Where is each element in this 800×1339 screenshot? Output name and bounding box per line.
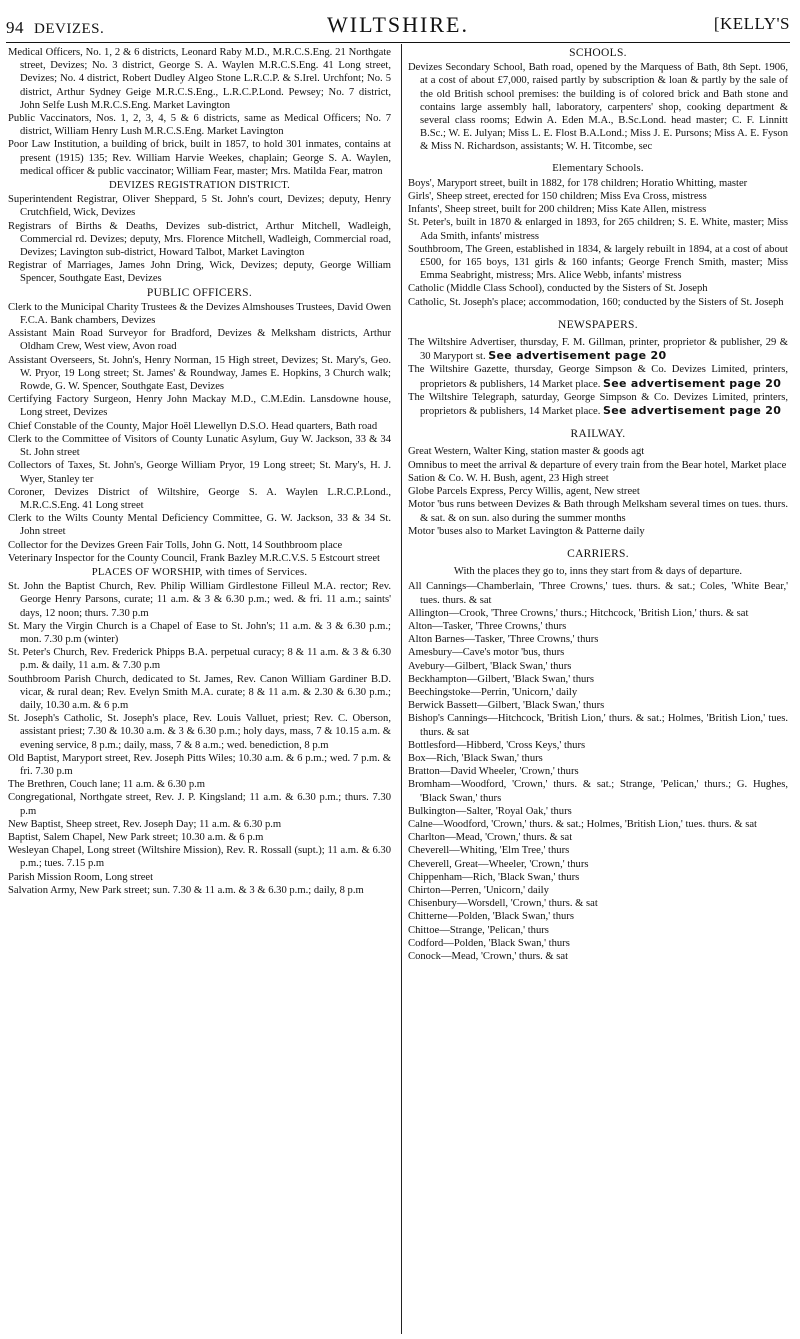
- newspaper-text: The Wiltshire Advertiser, thursday, F. M. Gillman, printer, proprietor & publisher, 29 & 30 Maryport st.: [408, 337, 788, 363]
- entry: Southbroom Parish Church, dedicated to St. James, Rev. Canon William Gardiner B.D. vicar, & rural dean; Rev. Evelyn Smith M.A. curate; 8 & 11 a.m. & 2.30 & 6.30 p.m.; daily, 10.30 a.m. & 6 p.m: [8, 673, 391, 711]
- entry: Baptist, Salem Chapel, New Park street; 10.30 a.m. & 6 p.m: [8, 831, 264, 843]
- entry: Catholic (Middle Class School), conducted by the Sisters of St. Joseph: [408, 283, 708, 295]
- section-heading-newspapers: NEWSPAPERS.: [558, 318, 638, 331]
- carrier-entry: Beechingstoke—Perrin, 'Unicorn,' daily: [408, 686, 578, 698]
- entry: Medical Officers, No. 1, 2 & 6 districts, Leonard Raby M.D., M.R.C.S.Eng. 21 Northgate street, Devizes; No. 3 district, George S. A. Waylen M.R.C.S.Eng. 41 Long street, Devizes; No. 4 district, Robert Dudley Algeo Stone L.R.C.P. & S.Irel. Urchfont; No. 5 district, Arthur Sydney Geige M.R.C.S.Eng., L.R.C.P.Lond. Pewsey; No. 7 district, John Selfe Lush M.R.C.S.Eng. Market Lavington: [8, 47, 391, 111]
- entry: Coroner, Devizes District of Wiltshire, George S. A. Waylen L.R.C.P.Lond., M.R.C.S.Eng. 41 Long street: [8, 486, 391, 511]
- entry: Infants', Sheep street, built for 200 children; Miss Kate Allen, mistress: [408, 204, 707, 216]
- section-heading-registration: DEVIZES REGISTRATION DISTRICT.: [109, 180, 290, 192]
- carrier-entry: Chirton—Perren, 'Unicorn,' daily: [408, 884, 549, 896]
- carrier-entry: Cheverell, Great—Wheeler, 'Crown,' thurs: [408, 858, 589, 870]
- entry: Motor 'buses also to Market Lavington & Patterne daily: [408, 525, 645, 537]
- carrier-entry: Chitterne—Polden, 'Black Swan,' thurs: [408, 911, 574, 923]
- carrier-entry: Amesbury—Cave's motor 'bus, thurs: [408, 647, 565, 659]
- carrier-entry: Alton—Tasker, 'Three Crowns,' thurs: [408, 620, 567, 632]
- section-heading-public-officers: PUBLIC OFFICERS.: [146, 286, 253, 299]
- entry: St. Peter's, built in 1870 & enlarged in 1893, for 265 children; S. E. White, master; Miss Ada Smith, infants' mistress: [408, 217, 788, 242]
- page-number: 94: [6, 18, 24, 37]
- carrier-entry: Bratton—David Wheeler, 'Crown,' thurs: [408, 766, 579, 778]
- carrier-entry: Calne—Woodford, 'Crown,' thurs. & sat.; Holmes, 'British Lion,' tues. thurs. & sat: [408, 818, 757, 830]
- carrier-entry: Avebury—Gilbert, 'Black Swan,' thurs: [408, 660, 572, 672]
- section-heading-carriers: CARRIERS.: [567, 547, 629, 560]
- entry: Collector for the Devizes Green Fair Tolls, John G. Nott, 14 Southbroom place: [8, 539, 343, 551]
- column-divider: [401, 44, 402, 1334]
- entry: Public Vaccinators, Nos. 1, 2, 3, 4, 5 & 6 districts, same as Medical Officers; No. 7 district, William Henry Lush M.R.C.S.Eng. Market Lavington: [8, 113, 391, 138]
- entry: St. Peter's Church, Rev. Frederick Phipps B.A. perpetual curacy; 8 & 11 a.m. & 3 & 6.30 p.m. & daily, 11 a.m. & 7.30 p.m: [8, 647, 391, 672]
- entry: St. Joseph's Catholic, St. Joseph's place, Rev. Louis Valluet, priest; Rev. C. Oberson, assistant priest; 7.30 & 10.30 a.m. & 3 & 6.30 p.m.; holy days, mass, 7 & 10.15 a.m. & evening service, 8 p.m.; daily, mass, 7 & 8 a.m.; wed. benediction, 8 p.m: [8, 713, 391, 751]
- entry: Registrar of Marriages, James John Dring, Wick, Devizes; deputy, George William Spencer, Southgate East, Devizes: [8, 260, 391, 285]
- entry: Chief Constable of the County, Major Hoël Llewellyn D.S.O. Head quarters, Bath road: [8, 420, 378, 432]
- carrier-entry: Charlton—Mead, 'Crown,' thurs. & sat: [408, 832, 573, 844]
- entry: Certifying Factory Surgeon, Henry John Mackay M.D., C.M.Edin. Lansdowne house, Long street, Devizes: [8, 394, 391, 419]
- section-heading-railway: RAILWAY.: [570, 428, 626, 441]
- carrier-entry: Berwick Bassett—Gilbert, 'Black Swan,' thurs: [408, 700, 605, 712]
- entry: St. John the Baptist Church, Rev. Philip William Girdlestone Filleul M.A. rector; Rev. George Henry Parsons, curate; 11 a.m. & 3 & 6.30 p.m.; wed. & fri. 11 a.m.; saints' days, 12 noon; thurs. 7.30 p.m: [8, 581, 391, 619]
- entry: Old Baptist, Maryport street, Rev. Joseph Pitts Wiles; 10.30 a.m. & 6 p.m.; wed. 7 p.m. & fri. 7.30 p.m: [8, 752, 391, 777]
- newspaper-entry: [408, 336, 788, 363]
- running-head-publisher: [KELLY'S: [713, 14, 790, 33]
- carrier-entry: Box—Rich, 'Black Swan,' thurs: [408, 752, 543, 764]
- entry: Motor 'bus runs between Devizes & Bath through Melksham several times on tues. thurs. & sat. & on sun. also during the summer months: [408, 499, 788, 524]
- carrier-entry: Chippenham—Rich, 'Black Swan,' thurs: [408, 871, 580, 883]
- section-heading-elementary: Elementary Schools.: [552, 162, 644, 174]
- entry: Clerk to the Wilts County Mental Deficiency Committee, G. W. Jackson, 33 & 34 St. John street: [8, 513, 391, 538]
- entry: Great Western, Walter King, station master & goods agt: [408, 446, 645, 458]
- running-head-town: DEVIZES.: [34, 21, 105, 37]
- carrier-entry: Bromham—Woodford, 'Crown,' thurs. & sat.; Strange, 'Pelican,' thurs.; G. Hughes, 'Black Swan,' thurs: [408, 779, 788, 804]
- entry: Assistant Main Road Surveyor for Bradford, Devizes & Melksham districts, Arthur Oldham Crew, West view, Avon road: [8, 328, 391, 353]
- entry: St. Mary the Virgin Church is a Chapel of Ease to St. John's; 11 a.m. & 3 & 6.30 p.m.; mon. 7.30 p.m (winter): [8, 620, 391, 645]
- newspaper-entry: [408, 391, 788, 418]
- entry: Boys', Maryport street, built in 1882, for 178 children; Horatio Whitting, master: [408, 177, 748, 189]
- entry: Collectors of Taxes, St. John's, George William Pryor, 19 Long street; St. Mary's, H. J. Wyer, Stanley ter: [8, 460, 391, 485]
- carrier-entry: Allington—Crook, 'Three Crowns,' thurs.; Hitchcock, 'British Lion,' thurs. & sat: [408, 607, 749, 619]
- entry: The Brethren, Couch lane; 11 a.m. & 6.30 p.m: [8, 779, 206, 791]
- entry: Parish Mission Room, Long street: [8, 871, 154, 883]
- carrier-entry: Codford—Polden, 'Black Swan,' thurs: [408, 937, 570, 949]
- newspaper-text: The Wiltshire Telegraph, saturday, George Simpson & Co. Devizes Limited, printers, proprietors & publishers, 14 Market place.: [408, 391, 788, 418]
- carrier-entry: Bulkington—Salter, 'Royal Oak,' thurs: [408, 805, 572, 817]
- entry: Congregational, Northgate street, Rev. J. P. Kingsland; 11 a.m. & 6.30 p.m.; thurs. 7.30 p.m: [8, 792, 391, 817]
- entry: Girls', Sheep street, erected for 150 children; Miss Eva Cross, mistress: [408, 191, 707, 203]
- newspaper-entry: [408, 363, 788, 390]
- carrier-entry: Beckhampton—Gilbert, 'Black Swan,' thurs: [408, 673, 594, 685]
- entry: Omnibus to meet the arrival & departure of every train from the Bear hotel, Market place: [408, 459, 787, 471]
- entry: Globe Parcels Express, Percy Willis, agent, New street: [408, 486, 640, 498]
- entry: New Baptist, Sheep street, Rev. Joseph Day; 11 a.m. & 6.30 p.m: [8, 818, 282, 830]
- carrier-entry: Bishop's Cannings—Hitchcock, 'British Lion,' thurs. & sat.; Holmes, 'British Lion,' tues. thurs. & sat: [408, 713, 788, 738]
- entry: Registrars of Births & Deaths, Devizes sub-district, Arthur Mitchell, Wadleigh, Commercial rd. Devizes; deputy, Mrs. Florence Mitchell, Wadleigh, Commercial road, Devizes; Lavington sub-district, Howard Talbot, Market Lavington: [8, 220, 391, 259]
- section-heading-worship: PLACES OF WORSHIP, with times of Services.: [91, 566, 308, 578]
- carrier-entry: All Cannings—Chamberlain, 'Three Crowns,' tues. thurs. & sat.; Coles, 'White Bear,' tues. thurs. & sat: [408, 581, 788, 606]
- entry: Salvation Army, New Park street; sun. 7.30 & 11 a.m. & 3 & 6.30 p.m.; daily, 8 p.m: [8, 884, 364, 896]
- advertisement-reference: See advertisement page 20: [603, 376, 782, 390]
- section-heading-schools: SCHOOLS.: [569, 47, 627, 59]
- entry: Assistant Overseers, St. John's, Henry Norman, 15 High street, Devizes; St. Mary's, Geo. W. Pryor, 19 Long street; St. James' & Roundway, James E. Hopkins, 3 Church walk; Rowde, G. W. Spencer, Southgate East, Devizes: [8, 354, 391, 393]
- carrier-entry: Alton Barnes—Tasker, 'Three Crowns,' thurs: [408, 634, 599, 646]
- entry: Clerk to the Committee of Visitors of County Lunatic Asylum, Guy W. Jackson, 33 & 34 St. John street: [8, 433, 391, 459]
- entry: Devizes Secondary School, Bath road, opened by the Marquess of Bath, 8th Sept. 1906, at a cost of about £7,000, raised partly by subscription & loan & partly by the sale of the old British school premises: the building is of colored brick and Bath stone and contains large assembly hall, laboratory, carpenters' shop, cooking department & several class rooms; Edwin A. Eden M.A., B.Sc.Lond. head master; C. F. Linnitt B.Sc.; W. E. Julyan; Miss L. E. Flost B.A.Lond.; Miss J. E. Pursons; Miss A. E. Fyson & Miss N. Richardson, assistants; W. H. Titcombe, sec: [408, 62, 788, 153]
- right-column: [408, 46, 788, 963]
- entry: Poor Law Institution, a building of brick, built in 1857, to hold 301 inmates, contains at present (1915) 135; Rev. William Harvie Weekes, chaplain; George S. A. Waylen, medical officer & public vaccinator; William Fear, master; Mrs. Matilda Fear, matron: [8, 139, 391, 177]
- carrier-entry: Chittoe—Strange, 'Pelican,' thurs: [408, 924, 549, 936]
- carriers-subheading: With the places they go to, inns they start from & days of departure.: [453, 566, 743, 578]
- page-header: [6, 4, 790, 40]
- carrier-entry: Conock—Mead, 'Crown,' thurs. & sat: [408, 951, 569, 962]
- entry: Sation & Co. W. H. Bush, agent, 23 High street: [408, 472, 609, 484]
- carrier-entry: Chisenbury—Worsdell, 'Crown,' thurs. & sat: [408, 898, 598, 910]
- advertisement-reference: See advertisement page 20: [603, 404, 782, 418]
- newspaper-text: The Wiltshire Gazette, thursday, George Simpson & Co. Devizes Limited, printers, proprietors & publishers, 14 Market place.: [408, 364, 788, 390]
- header-rule: [6, 42, 790, 43]
- entry: Wesleyan Chapel, Long street (Wiltshire Mission), Rev. R. Rossall (supt.); 11 a.m. & 6.30 p.m.; tues. 7.15 p.m: [8, 845, 391, 870]
- running-head-county: WILTSHIRE.: [326, 12, 469, 37]
- entry: Clerk to the Municipal Charity Trustees & the Devizes Almshouses Trustees, David Owen F.C.A. Bank chambers, Devizes: [8, 301, 391, 327]
- advertisement-reference: See advertisement page 20: [488, 349, 667, 363]
- carrier-entry: Cheverell—Whiting, 'Elm Tree,' thurs: [408, 845, 570, 857]
- carrier-entry: Bottlesford—Hibberd, 'Cross Keys,' thurs: [408, 739, 586, 751]
- entry: Catholic, St. Joseph's place; accommodation, 160; conducted by the Sisters of St. Joseph: [408, 296, 784, 308]
- entry: Veterinary Inspector for the County Council, Frank Bazley M.R.C.V.S. 5 Estcourt street: [8, 552, 380, 564]
- entry: Southbroom, The Green, established in 1834, & largely rebuilt in 1894, at a cost of about £500, for 165 boys, 131 girls & 160 infants; George French Smith, master; Miss Emma Seabright, mistress; Mrs. Alice Webb, infants' mistress: [408, 243, 788, 282]
- left-column: [8, 46, 391, 897]
- entry: Superintendent Registrar, Oliver Sheppard, 5 St. John's court, Devizes; deputy, Henry Crutchfield, Wick, Devizes: [8, 194, 391, 219]
